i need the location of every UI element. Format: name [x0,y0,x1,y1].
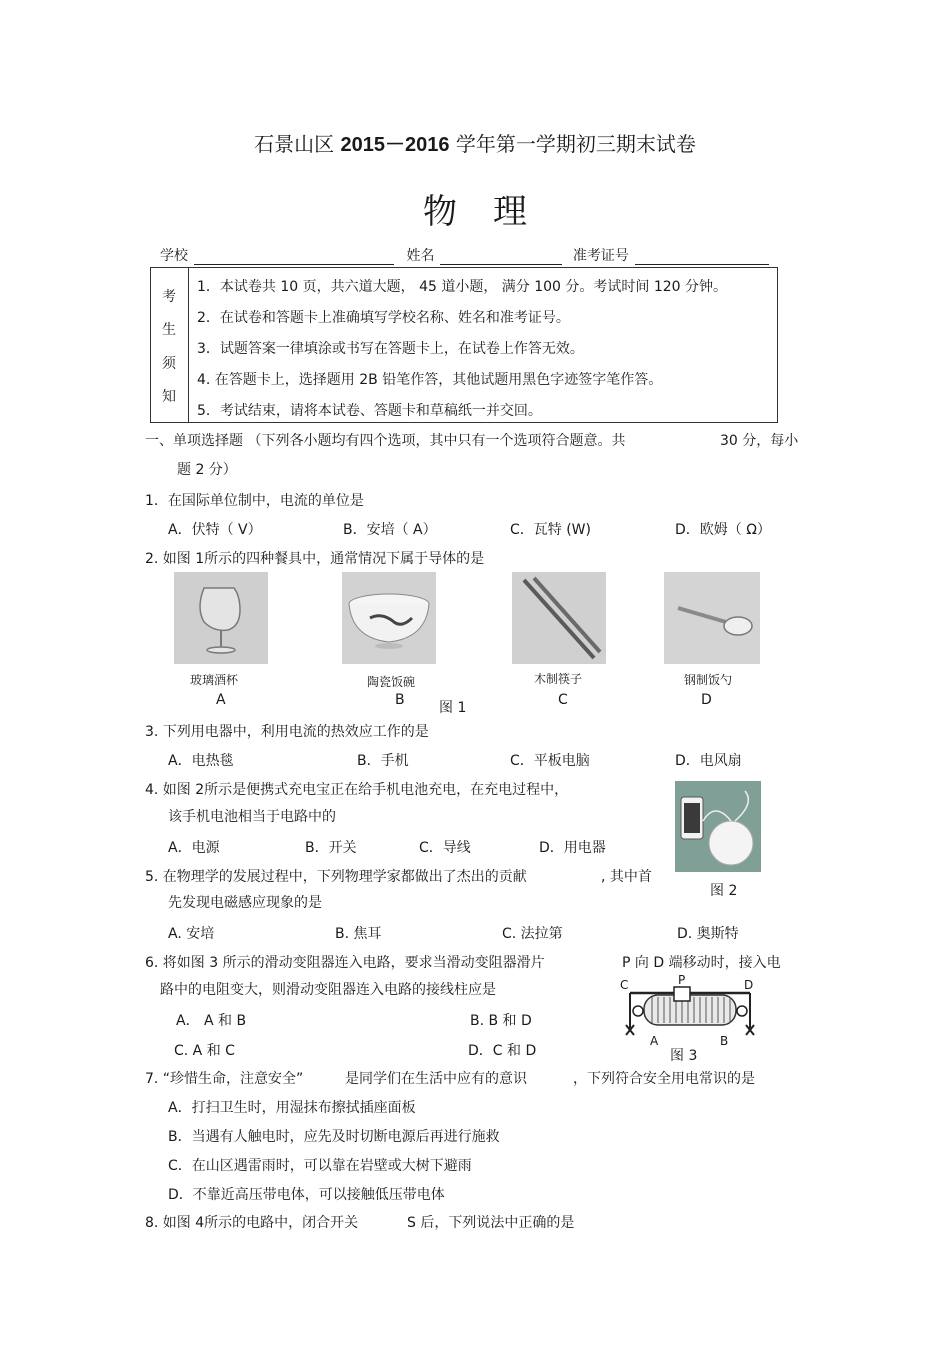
notice-side-char: 生 [162,322,176,338]
q6-option-c[interactable]: C. A 和 C [174,1043,235,1059]
section-heading: 一、单项选择题 （下列各小题均有四个选项，其中只有一个选项符合题意。共 [145,433,626,449]
question-5-stem-line2: 先发现电磁感应现象的是 [168,895,322,911]
ceramic-bowl-image [342,572,436,664]
q2-option-b[interactable]: B [395,692,405,708]
question-7-stem: 7. “珍惜生命，注意安全” [145,1071,304,1087]
section-heading-line2: 题 2 分） [177,462,237,478]
q3-option-a[interactable]: A．电热毯 [168,753,234,769]
figure-2-label: 图 2 [710,883,738,899]
glass-cup-image [174,572,268,664]
q1-option-c[interactable]: C．瓦特 (W) [510,522,591,538]
photo-caption: 钢制饭勺 [684,673,733,687]
q7-option-c[interactable]: C．在山区遇雷雨时，可以靠在岩壁或大树下避雨 [168,1158,472,1174]
exam-id-field[interactable] [635,250,769,265]
question-3-stem: 3. 下列用电器中，利用电流的热效应工作的是 [145,724,429,740]
q3-option-c[interactable]: C．平板电脑 [510,753,590,769]
question-6-stem: 6. 将如图 3 所示的滑动变阻器连入电路，要求当滑动变阻器滑片 [145,955,545,971]
q1-option-d[interactable]: D．欧姆（ Ω） [675,522,771,538]
q7-option-b[interactable]: B．当遇有人触电时，应先及时切断电源后再进行施救 [168,1129,500,1145]
q4-option-c[interactable]: C．导线 [419,840,471,856]
photo-caption: 木制筷子 [534,672,583,686]
q5-option-d[interactable]: D. 奥斯特 [677,926,739,942]
notice-item: 5．考试结束，请将本试卷、答题卡和草稿纸一并交回。 [197,403,542,419]
question-2-stem: 2. 如图 1所示的四种餐具中，通常情况下属于导体的是 [145,551,485,567]
q5-option-c[interactable]: C. 法拉第 [502,926,563,942]
q4-option-b[interactable]: B．开关 [305,840,357,856]
rheostat-slider-p: P [678,973,686,987]
q7-option-d[interactable]: D．不靠近高压带电体，可以接触低压带电体 [168,1187,445,1203]
rheostat-terminal-d: D [744,978,754,992]
q7-option-a[interactable]: A．打扫卫生时，用湿抹布擦拭插座面板 [168,1100,416,1116]
figure-1-label: 图 1 [439,700,467,716]
question-8-stem-tail: S 后，下列说法中正确的是 [407,1215,575,1231]
notice-item: 2．在试卷和答题卡上准确填写学校名称、姓名和准考证号。 [197,310,570,326]
q2-option-d[interactable]: D [701,692,712,708]
q3-option-d[interactable]: D．电风扇 [675,753,742,769]
glass-cup-icon [174,572,268,664]
info-fields [160,245,775,265]
question-5-stem-tail: , 其中首 [601,869,652,885]
school-label: 学校 [160,248,188,264]
question-4-stem: 4. 如图 2所示是便携式充电宝正在给手机电池充电，在充电过程中， [145,782,569,798]
question-7-stem-mid: 是同学们在生活中应有的意识 [345,1071,527,1087]
wooden-chopsticks-image [512,572,606,664]
q6-option-a[interactable]: A． A 和 B [176,1013,247,1029]
figure-3-label: 图 3 [670,1048,698,1064]
question-8-stem: 8. 如图 4所示的电路中，闭合开关 [145,1215,359,1231]
title-years: 2015－2016 [340,134,450,156]
exam-id-label: 准考证号 [572,248,629,264]
q5-option-b[interactable]: B. 焦耳 [335,926,382,942]
question-7-stem-tail: ，下列符合安全用电常识的是 [573,1071,755,1087]
name-field[interactable] [440,250,562,265]
section-heading-tail: 30 分，每小 [720,433,799,449]
subject-title: 物理 [423,192,563,232]
q6-option-b[interactable]: B. B 和 D [470,1013,532,1029]
photo-caption: 玻璃酒杯 [190,673,239,687]
title-suffix: 学年第一学期初三期末试卷 [455,132,696,156]
school-field[interactable] [194,250,394,265]
steel-spoon-image [664,572,760,664]
notice-item: 3．试题答案一律填涂或书写在答题卡上，在试卷上作答无效。 [197,341,584,357]
chopsticks-icon [512,572,606,664]
q1-option-b[interactable]: B．安培（ A） [343,522,437,538]
exam-title [0,128,950,157]
notice-side [151,268,189,422]
q6-option-d[interactable]: D．C 和 D [468,1043,537,1059]
rheostat-terminal-a: A [650,1034,659,1048]
q4-option-a[interactable]: A．电源 [168,840,220,856]
q1-option-a[interactable]: A．伏特（ V） [168,522,262,538]
notice-side-char: 知 [162,389,176,405]
notice-box [150,267,778,423]
name-label: 姓名 [406,248,435,264]
question-4-stem-line2: 该手机电池相当于电路中的 [168,809,336,825]
question-5-stem: 5. 在物理学的发展过程中，下列物理学家都做出了杰出的贡献 [145,869,527,885]
question-1-stem: 1．在国际单位制中，电流的单位是 [145,493,364,509]
notice-side-char: 考 [162,289,176,305]
rheostat-terminal-b: B [720,1034,729,1048]
q4-option-d[interactable]: D．用电器 [539,840,606,856]
rheostat-terminal-c: C [620,978,629,992]
title-prefix: 石景山区 [254,132,335,156]
question-6-stem-tail: P 向 D 端移动时，接入电 [622,955,781,971]
spoon-icon [664,572,760,664]
q2-option-a[interactable]: A [216,692,226,708]
notice-side-char: 须 [162,356,176,372]
notice-item: 4. 在答题卡上，选择题用 2B 铅笔作答，其他试题用黑色字迹签字笔作答。 [197,372,663,388]
power-bank-icon [675,781,761,872]
q2-option-c[interactable]: C [558,692,568,708]
photo-caption: 陶瓷饭碗 [367,675,416,689]
q5-option-a[interactable]: A. 安培 [168,926,215,942]
power-bank-image [675,781,761,872]
question-6-stem-line2: 路中的电阻变大，则滑动变阻器连入电路的接线柱应是 [160,982,496,998]
ceramic-bowl-icon [342,572,436,664]
q3-option-b[interactable]: B．手机 [357,753,409,769]
notice-item: 1．本试卷共 10 页，共六道大题， 45 道小题， 满分 100 分。考试时间 120 分钟。 [197,279,728,295]
